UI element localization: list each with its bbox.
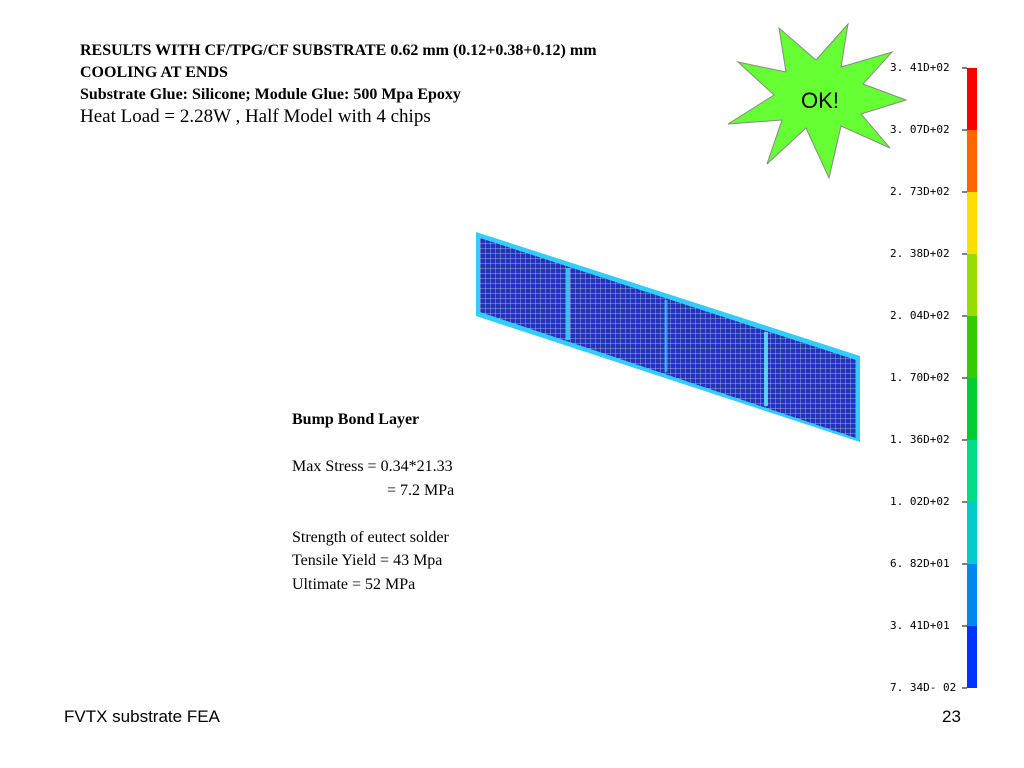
strength-title: Strength of eutect solder <box>292 528 449 546</box>
colorbar-label: 3. 41D+01 <box>890 619 950 632</box>
colorbar-label: 7. 34D- 02 <box>890 681 957 694</box>
tensile-yield: Tensile Yield = 43 Mpa <box>292 552 443 569</box>
title-line-1: RESULTS WITH CF/TPG/CF SUBSTRATE 0.62 mm (0.12+0.38+0.12) mm <box>80 42 597 59</box>
colorbar-segment <box>967 564 977 626</box>
colorbar-label: 6. 82D+01 <box>890 557 950 570</box>
colorbar-segment <box>967 192 977 254</box>
colorbar-label: 3. 07D+02 <box>890 123 950 136</box>
title-line-2: COOLING AT ENDS <box>80 64 228 81</box>
colorbar-label: 2. 04D+02 <box>890 309 950 322</box>
colorbar-label: 2. 38D+02 <box>890 247 950 260</box>
colorbar-label: 3. 41D+02 <box>890 61 950 74</box>
colorbar-segments <box>967 68 977 688</box>
colorbar-segment <box>967 68 977 130</box>
colorbar-segment <box>967 626 977 688</box>
slide-title-block <box>80 40 597 128</box>
stress-color-legend <box>880 58 990 698</box>
title-line-3: Substrate Glue: Silicone; Module Glue: 500 Mpa Epoxy <box>80 86 461 103</box>
colorbar-ticks <box>962 68 967 688</box>
colorbar-label: 1. 36D+02 <box>890 433 950 446</box>
colorbar-segment <box>967 378 977 440</box>
max-stress-line: Max Stress = 0.34*21.33 <box>292 458 453 475</box>
colorbar-segment <box>967 254 977 316</box>
colorbar-label: 2. 73D+02 <box>890 185 950 198</box>
page-number: 23 <box>942 707 961 726</box>
colorbar-segment <box>967 130 977 192</box>
notes-heading: Bump Bond Layer <box>292 411 420 428</box>
colorbar-label: 1. 02D+02 <box>890 495 950 508</box>
footer-title: FVTX substrate FEA <box>64 707 220 726</box>
colorbar-label: 1. 70D+02 <box>890 371 950 384</box>
ok-label: OK! <box>801 88 839 113</box>
colorbar-segment <box>967 316 977 378</box>
colorbar-segment <box>967 502 977 564</box>
heat-load-subtitle: Heat Load = 2.28W , Half Model with 4 chips <box>80 106 431 127</box>
max-stress-result: = 7.2 MPa <box>387 481 455 499</box>
colorbar-segment <box>967 440 977 502</box>
bump-bond-notes <box>292 408 454 596</box>
colorbar-labels <box>890 61 956 694</box>
fea-mesh-plot <box>470 228 870 448</box>
ultimate-strength: Ultimate = 52 MPa <box>292 575 416 593</box>
